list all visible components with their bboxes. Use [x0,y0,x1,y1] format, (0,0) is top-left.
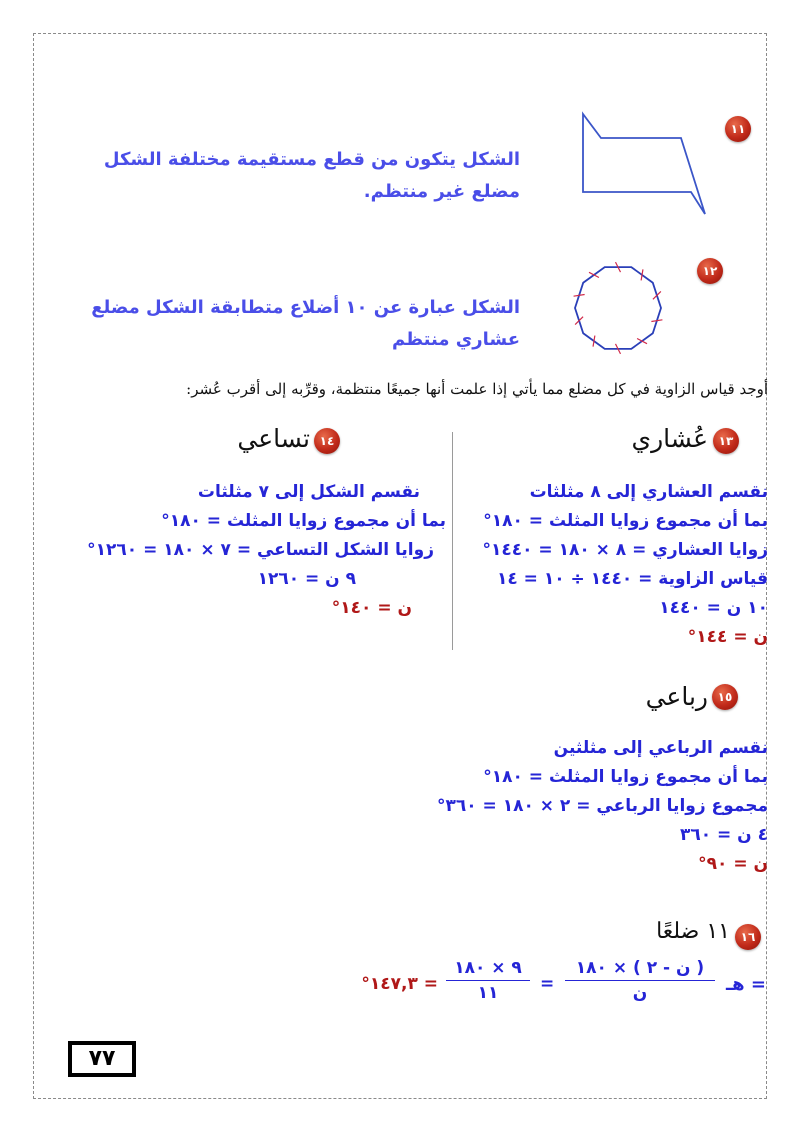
problem-14-number: ١٤ [319,434,335,448]
problem-15-number: ١٥ [717,690,733,704]
problem-13-number: ١٣ [718,434,734,448]
solution-line: بما أن مجموع زوايا المثلث = ١٨٠° [483,767,768,787]
solution-answer: ن = ٩٠° [698,854,768,874]
problem-15-solution [380,734,768,879]
formula-equals: = [540,974,555,994]
page-number-box [68,1041,136,1077]
solution-line: زوايا العشاري = ٨ × ١٨٠ = ١٤٤٠° [482,540,768,560]
formula-result: = ١٤٧,٣° [361,974,438,994]
fraction-2-numerator: ٩ × ١٨٠ [454,958,522,978]
problem-12-description: الشكل عبارة عن ١٠ أضلاع متطابقة الشكل مضلع عشاري منتظم [91,297,520,350]
problem-13-title: عُشاري [631,424,708,453]
problem-11-number: ١١ [730,122,746,136]
problem-16-badge [735,924,761,950]
solution-line: ١٠ ن = ١٤٤٠ [659,598,768,618]
problem-12-number: ١٢ [702,264,718,278]
solution-line: نقسم الشكل إلى ٧ مثلثات [197,482,420,502]
decagon-tick-mark [574,295,585,297]
fraction-1-denominator: ن [632,983,648,1003]
problem-11-badge [725,116,751,142]
problem-15-badge [712,684,738,710]
formula-lhs: هـ = [726,974,766,995]
solution-answer: ن = ١٤٠° [331,598,412,618]
problem-13-badge [713,428,739,454]
decagon-tick-mark [651,320,662,322]
problem-14-title: تساعي [237,424,310,453]
formula-fraction-1 [565,958,715,1003]
problem-14-badge [314,428,340,454]
solution-line: ٤ ن = ٣٦٠ [679,825,768,845]
solution-line: زوايا الشكل التساعي = ٧ × ١٨٠ = ١٢٦٠° [87,540,434,560]
problem-15-title: رباعي [645,682,708,711]
problem-13-solution [458,478,768,652]
formula-fraction-2 [446,958,530,1003]
solution-line: نقسم العشاري إلى ٨ مثلثات [529,482,768,502]
solution-line: بما أن مجموع زوايا المثلث = ١٨٠° [161,511,446,531]
fraction-2-denominator: ١١ [477,983,499,1003]
fraction-1-numerator: ( ن - ٢ ) × ١٨٠ [575,958,705,978]
problem-12-badge [697,258,723,284]
irregular-polygon-figure [575,108,715,220]
solution-line: ٩ ن = ١٢٦٠ [257,569,356,589]
problem-16-number: ١٦ [740,930,756,944]
solution-answer: ن = ١٤٤° [687,627,768,647]
solution-line: قياس الزاوية = ١٤٤٠ ÷ ١٠ = ١٤ [496,569,768,589]
column-divider [452,432,453,650]
solution-line: مجموع زوايا الرباعي = ٢ × ١٨٠ = ٣٦٠° [436,796,768,816]
page-number: ٧٧ [88,1046,116,1071]
regular-decagon-figure [566,258,670,358]
solution-line: نقسم الرباعي إلى مثلثين [553,738,768,758]
problem-11-description: الشكل يتكون من قطع مستقيمة مختلفة الشكل مضلع غير منتظم. [103,149,520,202]
solution-line: بما أن مجموع زوايا المثلث = ١٨٠° [483,511,768,531]
problem-16-title: ١١ ضلعًا [656,919,730,944]
instruction-text: أوجد قياس الزاوية في كل مضلع مما يأتي إذا علمت أنها جميعًا منتظمة، وقرِّبه إلى أقرب عُشر: [186,380,768,398]
problem-14-solution [87,478,446,623]
